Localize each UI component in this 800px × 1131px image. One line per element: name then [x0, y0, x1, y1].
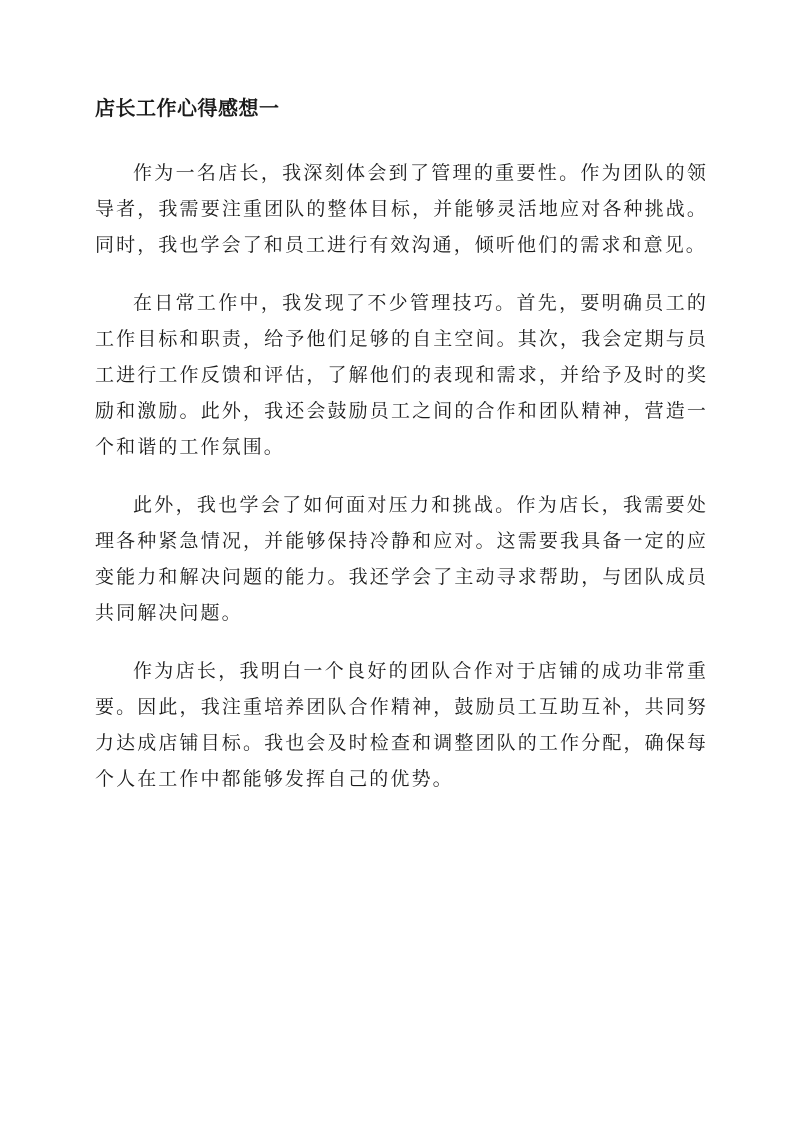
paragraph-1: 作为一名店长，我深刻体会到了管理的重要性。作为团队的领导者，我需要注重团队的整体目标，并能够灵活地应对各种挑战。同时，我也学会了和员工进行有效沟通，倾听他们的需求和意见。 [95, 162, 708, 256]
paragraph-3: 此外，我也学会了如何面对压力和挑战。作为店长，我需要处理各种紧急情况，并能够保持冷静和应对。这需要我具备一定的应变能力和解决问题的能力。我还学会了主动寻求帮助，与团队成员共同解决问题。 [95, 494, 708, 624]
paragraph-2: 在日常工作中，我发现了不少管理技巧。首先，要明确员工的工作目标和职责，给予他们足够的自主空间。其次，我会定期与员工进行工作反馈和评估，了解他们的表现和需求，并给予及时的奖励和激励。此外，我还会鼓励员工之间的合作和团队精神，营造一个和谐的工作氛围。 [95, 292, 708, 458]
document-title: 店长工作心得感想一 [95, 96, 280, 120]
document-body [95, 155, 708, 819]
paragraph-4: 作为店长，我明白一个良好的团队合作对于店铺的成功非常重要。因此，我注重培养团队合作精神，鼓励员工互助互补，共同努力达成店铺目标。我也会及时检查和调整团队的工作分配，确保每个人在工作中都能够发挥自己的优势。 [95, 660, 708, 790]
